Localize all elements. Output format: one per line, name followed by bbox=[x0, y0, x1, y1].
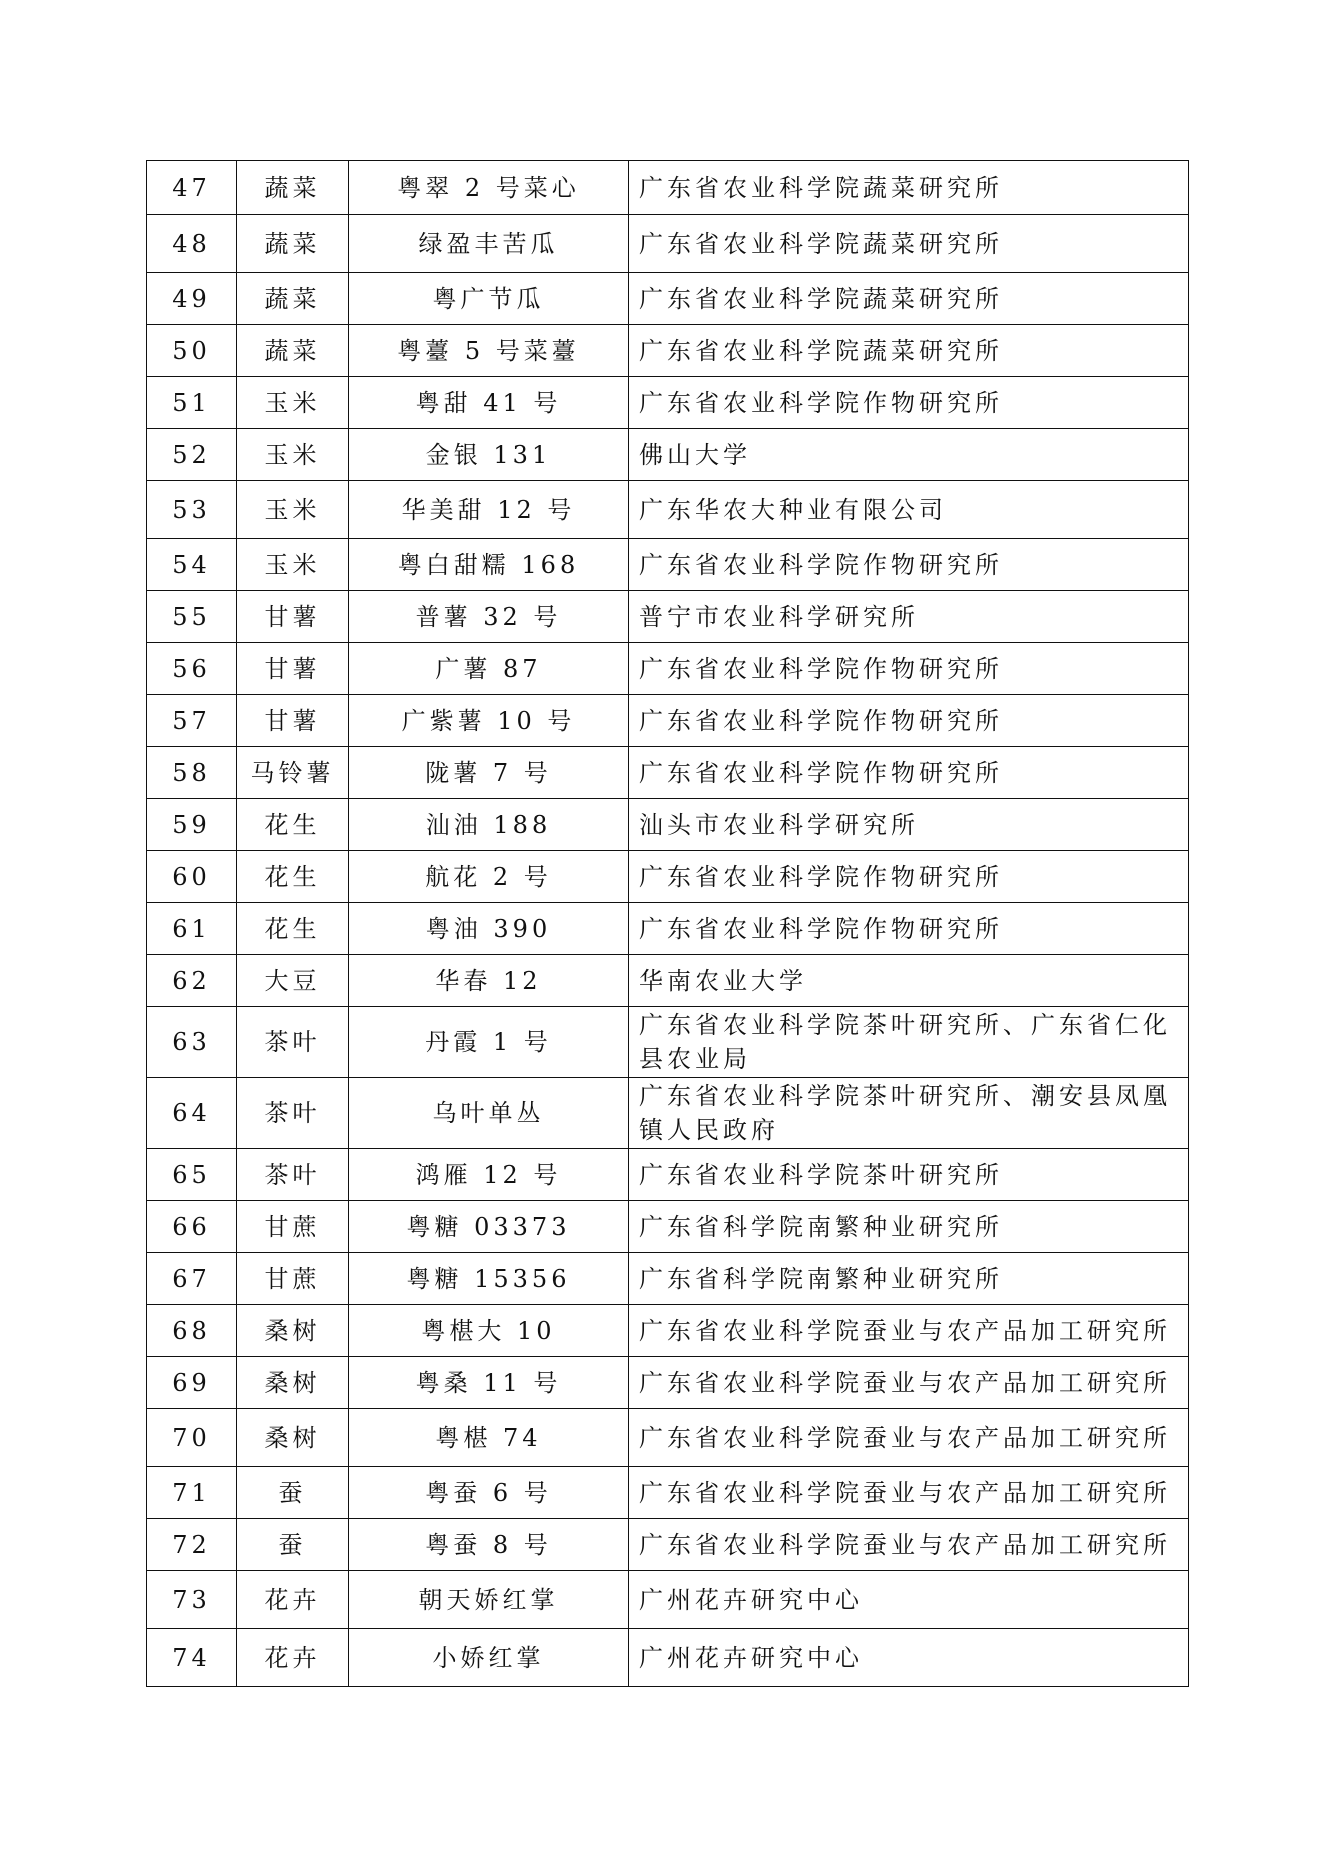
crop-type: 甘薯 bbox=[237, 591, 349, 643]
row-number: 74 bbox=[147, 1629, 237, 1687]
variety-name: 粤薹 5 号菜薹 bbox=[349, 325, 629, 377]
table-row bbox=[147, 1409, 1189, 1467]
breeding-unit: 广东省农业科学院蚕业与农产品加工研究所 bbox=[629, 1357, 1189, 1409]
row-number: 58 bbox=[147, 747, 237, 799]
breeding-unit: 广东省科学院南繁种业研究所 bbox=[629, 1201, 1189, 1253]
row-number: 64 bbox=[147, 1078, 237, 1149]
variety-name: 小娇红掌 bbox=[349, 1629, 629, 1687]
row-number: 56 bbox=[147, 643, 237, 695]
breeding-unit: 广东省农业科学院蚕业与农产品加工研究所 bbox=[629, 1467, 1189, 1519]
breeding-unit: 广东省农业科学院作物研究所 bbox=[629, 747, 1189, 799]
variety-name: 粤白甜糯 168 bbox=[349, 539, 629, 591]
variety-name: 粤椹大 10 bbox=[349, 1305, 629, 1357]
row-number: 48 bbox=[147, 215, 237, 273]
row-number: 60 bbox=[147, 851, 237, 903]
breeding-unit: 广东省农业科学院蚕业与农产品加工研究所 bbox=[629, 1519, 1189, 1571]
variety-name: 金银 131 bbox=[349, 429, 629, 481]
breeding-unit: 广东省农业科学院茶叶研究所、潮安县凤凰镇人民政府 bbox=[629, 1078, 1189, 1149]
variety-name: 朝天娇红掌 bbox=[349, 1571, 629, 1629]
table-row bbox=[147, 851, 1189, 903]
variety-name: 粤糖 15356 bbox=[349, 1253, 629, 1305]
variety-name: 粤广节瓜 bbox=[349, 273, 629, 325]
crop-type: 花生 bbox=[237, 903, 349, 955]
table-row bbox=[147, 1078, 1189, 1149]
table-row bbox=[147, 695, 1189, 747]
table-row bbox=[147, 1007, 1189, 1078]
row-number: 70 bbox=[147, 1409, 237, 1467]
breeding-unit: 广东省农业科学院茶叶研究所、广东省仁化县农业局 bbox=[629, 1007, 1189, 1078]
crop-type: 玉米 bbox=[237, 377, 349, 429]
table-row bbox=[147, 377, 1189, 429]
crop-type: 蔬菜 bbox=[237, 215, 349, 273]
crop-type: 花生 bbox=[237, 799, 349, 851]
variety-name: 粤糖 03373 bbox=[349, 1201, 629, 1253]
breeding-unit: 广东华农大种业有限公司 bbox=[629, 481, 1189, 539]
variety-name: 粤蚕 6 号 bbox=[349, 1467, 629, 1519]
row-number: 51 bbox=[147, 377, 237, 429]
table-row bbox=[147, 215, 1189, 273]
variety-name: 普薯 32 号 bbox=[349, 591, 629, 643]
variety-name: 粤椹 74 bbox=[349, 1409, 629, 1467]
crop-type: 甘薯 bbox=[237, 643, 349, 695]
row-number: 71 bbox=[147, 1467, 237, 1519]
crop-type: 甘蔗 bbox=[237, 1201, 349, 1253]
variety-name: 粤翠 2 号菜心 bbox=[349, 161, 629, 215]
breeding-unit: 广州花卉研究中心 bbox=[629, 1629, 1189, 1687]
row-number: 50 bbox=[147, 325, 237, 377]
table-row bbox=[147, 1357, 1189, 1409]
crop-type: 玉米 bbox=[237, 429, 349, 481]
row-number: 68 bbox=[147, 1305, 237, 1357]
table-row bbox=[147, 1201, 1189, 1253]
variety-name: 乌叶单丛 bbox=[349, 1078, 629, 1149]
table-row bbox=[147, 1253, 1189, 1305]
row-number: 66 bbox=[147, 1201, 237, 1253]
row-number: 53 bbox=[147, 481, 237, 539]
breeding-unit: 广东省农业科学院作物研究所 bbox=[629, 851, 1189, 903]
variety-name: 粤油 390 bbox=[349, 903, 629, 955]
crop-type: 桑树 bbox=[237, 1409, 349, 1467]
row-number: 54 bbox=[147, 539, 237, 591]
variety-name: 陇薯 7 号 bbox=[349, 747, 629, 799]
variety-name: 广紫薯 10 号 bbox=[349, 695, 629, 747]
table-row bbox=[147, 955, 1189, 1007]
row-number: 62 bbox=[147, 955, 237, 1007]
row-number: 49 bbox=[147, 273, 237, 325]
breeding-unit: 广东省农业科学院作物研究所 bbox=[629, 643, 1189, 695]
breeding-unit: 广东省农业科学院蚕业与农产品加工研究所 bbox=[629, 1409, 1189, 1467]
variety-name: 粤甜 41 号 bbox=[349, 377, 629, 429]
row-number: 47 bbox=[147, 161, 237, 215]
table-row bbox=[147, 161, 1189, 215]
table-row bbox=[147, 429, 1189, 481]
crop-type: 桑树 bbox=[237, 1357, 349, 1409]
crop-type: 马铃薯 bbox=[237, 747, 349, 799]
breeding-unit: 广东省农业科学院作物研究所 bbox=[629, 377, 1189, 429]
breeding-unit: 华南农业大学 bbox=[629, 955, 1189, 1007]
table-row bbox=[147, 481, 1189, 539]
table-row bbox=[147, 539, 1189, 591]
crop-type: 甘薯 bbox=[237, 695, 349, 747]
table-row bbox=[147, 747, 1189, 799]
table-row bbox=[147, 325, 1189, 377]
crop-type: 蚕 bbox=[237, 1467, 349, 1519]
crop-type: 茶叶 bbox=[237, 1007, 349, 1078]
breeding-unit: 广东省科学院南繁种业研究所 bbox=[629, 1253, 1189, 1305]
table-row bbox=[147, 1305, 1189, 1357]
crop-type: 甘蔗 bbox=[237, 1253, 349, 1305]
breeding-unit: 广东省农业科学院蔬菜研究所 bbox=[629, 215, 1189, 273]
row-number: 52 bbox=[147, 429, 237, 481]
crop-type: 大豆 bbox=[237, 955, 349, 1007]
variety-name: 鸿雁 12 号 bbox=[349, 1149, 629, 1201]
breeding-unit: 广东省农业科学院作物研究所 bbox=[629, 539, 1189, 591]
row-number: 65 bbox=[147, 1149, 237, 1201]
crop-type: 玉米 bbox=[237, 481, 349, 539]
row-number: 61 bbox=[147, 903, 237, 955]
table-row bbox=[147, 643, 1189, 695]
breeding-unit: 广州花卉研究中心 bbox=[629, 1571, 1189, 1629]
breeding-unit: 佛山大学 bbox=[629, 429, 1189, 481]
table-row bbox=[147, 799, 1189, 851]
breeding-unit: 广东省农业科学院蔬菜研究所 bbox=[629, 325, 1189, 377]
breeding-unit: 广东省农业科学院蔬菜研究所 bbox=[629, 273, 1189, 325]
breeding-unit: 广东省农业科学院蔬菜研究所 bbox=[629, 161, 1189, 215]
variety-name: 丹霞 1 号 bbox=[349, 1007, 629, 1078]
variety-name: 粤蚕 8 号 bbox=[349, 1519, 629, 1571]
row-number: 67 bbox=[147, 1253, 237, 1305]
crop-type: 蚕 bbox=[237, 1519, 349, 1571]
table-row bbox=[147, 1467, 1189, 1519]
variety-name: 航花 2 号 bbox=[349, 851, 629, 903]
table-row bbox=[147, 1149, 1189, 1201]
crop-type: 花生 bbox=[237, 851, 349, 903]
variety-name: 粤桑 11 号 bbox=[349, 1357, 629, 1409]
row-number: 57 bbox=[147, 695, 237, 747]
variety-name: 绿盈丰苦瓜 bbox=[349, 215, 629, 273]
table-row bbox=[147, 1629, 1189, 1687]
variety-name: 华美甜 12 号 bbox=[349, 481, 629, 539]
breeding-unit: 汕头市农业科学研究所 bbox=[629, 799, 1189, 851]
row-number: 72 bbox=[147, 1519, 237, 1571]
crop-type: 茶叶 bbox=[237, 1078, 349, 1149]
row-number: 73 bbox=[147, 1571, 237, 1629]
crop-type: 蔬菜 bbox=[237, 325, 349, 377]
crop-type: 玉米 bbox=[237, 539, 349, 591]
table-row bbox=[147, 1519, 1189, 1571]
breeding-unit: 广东省农业科学院茶叶研究所 bbox=[629, 1149, 1189, 1201]
table-row bbox=[147, 1571, 1189, 1629]
breeding-unit: 广东省农业科学院蚕业与农产品加工研究所 bbox=[629, 1305, 1189, 1357]
crop-type: 蔬菜 bbox=[237, 161, 349, 215]
variety-table bbox=[146, 160, 1189, 1687]
crop-type: 花卉 bbox=[237, 1571, 349, 1629]
breeding-unit: 广东省农业科学院作物研究所 bbox=[629, 695, 1189, 747]
variety-name: 汕油 188 bbox=[349, 799, 629, 851]
table-row bbox=[147, 591, 1189, 643]
crop-type: 蔬菜 bbox=[237, 273, 349, 325]
variety-name: 广薯 87 bbox=[349, 643, 629, 695]
row-number: 55 bbox=[147, 591, 237, 643]
table-row bbox=[147, 273, 1189, 325]
variety-name: 华春 12 bbox=[349, 955, 629, 1007]
table-row bbox=[147, 903, 1189, 955]
crop-type: 茶叶 bbox=[237, 1149, 349, 1201]
breeding-unit: 普宁市农业科学研究所 bbox=[629, 591, 1189, 643]
crop-type: 花卉 bbox=[237, 1629, 349, 1687]
crop-type: 桑树 bbox=[237, 1305, 349, 1357]
row-number: 69 bbox=[147, 1357, 237, 1409]
breeding-unit: 广东省农业科学院作物研究所 bbox=[629, 903, 1189, 955]
row-number: 63 bbox=[147, 1007, 237, 1078]
row-number: 59 bbox=[147, 799, 237, 851]
